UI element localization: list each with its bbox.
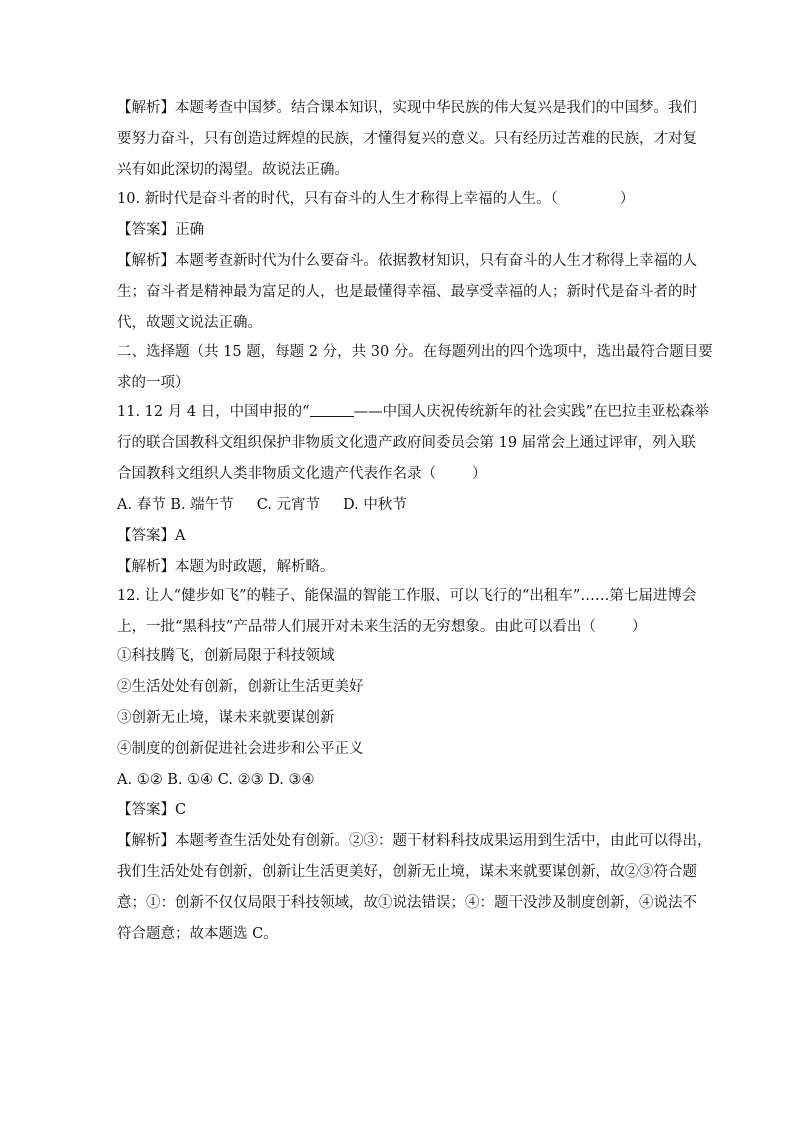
question-12 (117, 586, 697, 796)
question-12-item-3: ③创新无止境，谋未来就要谋创新 (117, 710, 335, 726)
answer-12: 【答案】C (117, 802, 187, 818)
question-11-line-3 (117, 464, 683, 484)
question-11 (117, 402, 710, 515)
analysis-q9-line-1: 【解析】本题考查中国梦。结合课本知识，实现中华民族的伟大复兴是我们的中国梦。我们 (117, 100, 697, 116)
section-2-line-1: 二、选择题（共 15 题，每题 2 分，共 30 分。在每题列出的四个选项中，选出最符合题目要 (117, 344, 713, 360)
question-12-line-2-text: 上，一批“黑科技”产品带人们展开对未来生活的无穷想象。由此可以看出（ (117, 619, 596, 635)
question-11-options: A. 春节 B. 端午节 C. 元宵节 D. 中秋节 (117, 497, 407, 513)
question-11-bracket-close: ） (472, 466, 487, 482)
question-12-line-2 (117, 617, 683, 637)
analysis-q12-line-1: 【解析】本题考查生活处处有创新。②③：题干材料科技成果运用到生活中，由此可以得出， (117, 833, 712, 849)
document-page (117, 98, 713, 944)
analysis-q12-line-2: 我们生活处处有创新，创新让生活更美好，创新无止境，谋未来就要谋创新，故②③符合题 (117, 864, 697, 880)
question-11-line-1-start: 11. 12 月 4 日，中国申报的“ (117, 404, 310, 420)
analysis-q10-line-3: 代，故题文说法正确。 (117, 315, 262, 331)
section-2-heading (117, 342, 713, 393)
question-11-line-1-end: ——中国人庆祝传统新年的社会实践”在巴拉圭亚松森举 (353, 404, 710, 420)
question-12-item-2: ②生活处处有创新，创新让生活更美好 (117, 679, 364, 695)
question-11-line-2: 行的联合国教科文组织保护非物质文化遗产政府间委员会第 19 届常会上通过评审，列入联 (117, 435, 696, 451)
analysis-q9 (117, 98, 697, 180)
analysis-q10-line-2: 生；奋斗者是精神最为富足的人，也是最懂得幸福、最享受幸福的人；新时代是奋斗者的时 (117, 284, 697, 300)
fill-in-blank (310, 402, 354, 417)
analysis-q12-line-4: 符合题意；故本题选 C。 (117, 926, 278, 942)
analysis-q9-line-3: 兴有如此深切的渴望。故说法正确。 (117, 162, 349, 178)
section-2-line-2: 求的一项） (117, 375, 190, 391)
analysis-q10 (117, 251, 697, 333)
answer-10: 【答案】正确 (117, 222, 204, 238)
question-12-options: A. ①② B. ①④ C. ②③ D. ③④ (117, 772, 315, 788)
question-12-bracket-close: ） (631, 619, 647, 635)
question-10-text: 10. 新时代是奋斗者的时代，只有奋斗的人生才称得上幸福的人生。（ (117, 191, 558, 207)
question-11-line-3-text: 合国教科文组织人类非物质文化遗产代表作名录（ (117, 466, 436, 482)
answer-11: 【答案】A (117, 528, 186, 544)
analysis-q9-line-2: 要努力奋斗，只有创造过辉煌的民族，才懂得复兴的意义。只有经历过苦难的民族，才对复 (117, 131, 697, 147)
analysis-q12-line-3: 意；①：创新不仅仅局限于科技领域，故①说法错误；④：题干没涉及制度创新，④说法不 (117, 895, 697, 911)
question-12-item-4: ④制度的创新促进社会进步和公平正义 (117, 741, 364, 757)
analysis-q11: 【解析】本题为时政题，解析略。 (117, 559, 335, 575)
question-10 (117, 189, 683, 209)
question-12-line-1: 12. 让人“健步如飞”的鞋子、能保温的智能工作服、可以飞行的“出租车”……第七届进博会 (117, 588, 697, 604)
analysis-q10-line-1: 【解析】本题考查新时代为什么要奋斗。依据教材知识，只有奋斗的人生才称得上幸福的人 (117, 253, 697, 269)
question-12-item-1: ①科技腾飞，创新局限于科技领域 (117, 648, 335, 664)
question-10-bracket-close: ） (619, 191, 635, 207)
question-11-line-1 (117, 402, 710, 422)
analysis-q12 (117, 831, 712, 944)
